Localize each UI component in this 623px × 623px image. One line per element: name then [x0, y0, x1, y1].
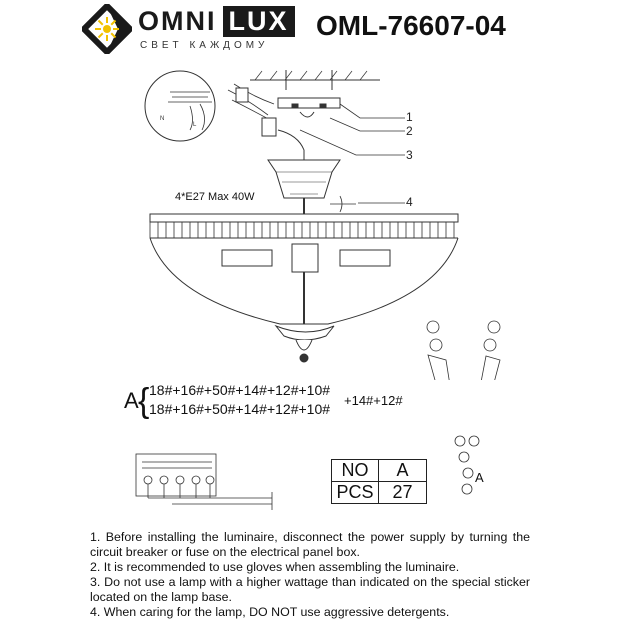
canopy — [268, 160, 340, 198]
crystal-chain-lower — [440, 435, 500, 495]
formula-tail: +14#+12# — [344, 393, 403, 408]
crystal-chain — [427, 321, 500, 380]
note-line: 2. It is recommended to use gloves when assembling the luminaire. — [90, 560, 460, 574]
bottom-finial — [276, 326, 334, 340]
connector-wires — [228, 84, 274, 122]
mounting-bar — [278, 98, 340, 108]
note-line: located on the lamp base. — [90, 590, 232, 604]
crystal-fringe — [150, 222, 454, 238]
wiring-label-l: L — [193, 122, 197, 128]
formula-line-1: 18#+16#+50#+14#+12#+10# — [149, 382, 331, 398]
note-line: circuit breaker or fuse on the electrical panel box. — [90, 545, 360, 559]
wiring-label-n: N — [160, 116, 165, 122]
formula-brace: { — [138, 382, 150, 420]
hook — [300, 112, 314, 117]
ceiling-hatch — [255, 71, 367, 80]
wiring-schematic — [132, 452, 312, 514]
leader-1 — [340, 104, 405, 118]
note-line: 4. When caring for the lamp, DO NOT use aggressive detergents. — [90, 605, 450, 619]
lamp-spec: 4*E27 Max 40W — [175, 191, 255, 203]
brand-name-box: LUX — [223, 6, 295, 37]
fixture-drawing — [0, 60, 623, 380]
table-cell: PCS — [332, 482, 379, 504]
note-line: 1. Before installing the luminaire, disconnect the power supply by turning the — [90, 530, 530, 544]
table-cell: 27 — [379, 482, 427, 504]
terminal-block — [262, 118, 276, 136]
supply-cable — [278, 130, 304, 160]
bulb-right — [340, 250, 390, 266]
bulb-left — [222, 250, 272, 266]
wiring-detail-circle — [145, 71, 215, 141]
table-row — [332, 482, 427, 504]
formula-line-2: 18#+16#+50#+14#+12#+10# — [149, 401, 331, 417]
formula-label: A — [124, 388, 139, 413]
model-number: OML-76607-04 — [316, 10, 506, 41]
note-line: 3. Do not use a lamp with a higher wattage than indicated on the special sticker — [90, 575, 530, 589]
brand-tagline: СВЕТ КАЖДОМУ — [140, 40, 269, 51]
table-row — [332, 460, 427, 482]
leader-2 — [330, 118, 405, 131]
quantity-table — [331, 459, 427, 504]
callout-1: 1 — [406, 110, 413, 124]
brand-name — [138, 6, 295, 37]
safety-notes — [90, 530, 530, 620]
callout-3: 3 — [406, 148, 413, 162]
bowl-rim — [150, 214, 458, 222]
lamp-holder — [292, 244, 318, 272]
leader-3 — [300, 130, 405, 155]
omnilux-logo-mark — [82, 4, 132, 54]
callout-4: 4 — [406, 195, 413, 209]
brand-name-text: OMNI — [138, 6, 217, 36]
table-cell: A — [379, 460, 427, 482]
callout-2: 2 — [406, 124, 413, 138]
chain-label: A — [475, 470, 484, 485]
table-cell: NO — [332, 460, 379, 482]
